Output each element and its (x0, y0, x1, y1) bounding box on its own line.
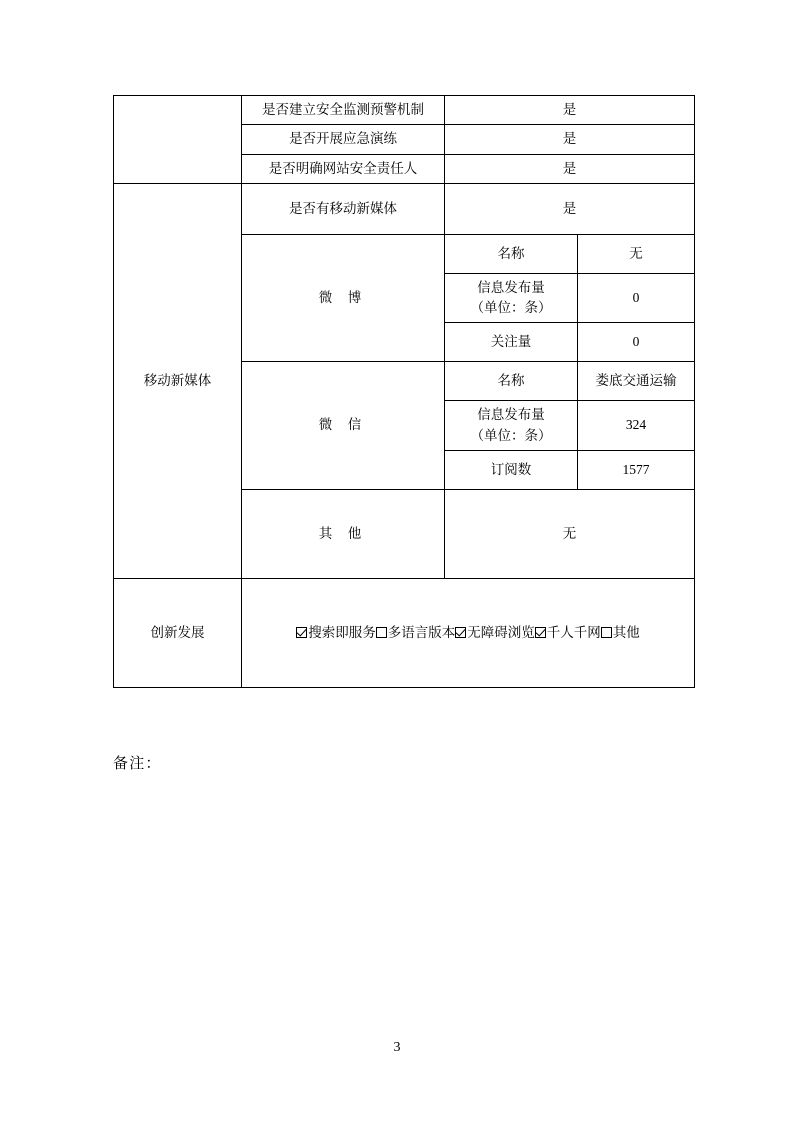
checkbox-icon[interactable] (376, 627, 387, 638)
page-number: 3 (393, 1040, 401, 1055)
remark-label: 备注： (113, 756, 162, 772)
weixin-label: 微 信 (242, 362, 445, 490)
weixin-name-value: 娄底交通运输 (578, 362, 695, 401)
innovation-option-label: 千人千网 (546, 624, 601, 640)
weibo-publish-label-line2: （单位：条） (470, 300, 552, 315)
emergency-drill-value: 是 (445, 125, 695, 154)
table-row (114, 183, 695, 234)
weixin-name-label: 名称 (445, 362, 578, 401)
innovation-options-cell (242, 578, 695, 687)
weixin-publish-label-line1: 信息发布量 (477, 407, 545, 423)
innovation-option-other[interactable] (601, 625, 640, 640)
innovation-option-multilanguage[interactable] (376, 625, 456, 640)
checkbox-icon[interactable] (601, 627, 612, 638)
weixin-publish-label (445, 401, 578, 451)
other-media-value: 无 (445, 489, 695, 578)
security-person-label: 是否明确网站安全责任人 (242, 154, 445, 183)
disclosure-report-table (113, 95, 695, 688)
weibo-publish-value: 0 (578, 273, 695, 323)
security-warning-label: 是否建立安全监测预警机制 (242, 96, 445, 125)
weixin-subscribe-value: 1577 (578, 450, 695, 489)
weixin-subscribe-label: 订阅数 (445, 450, 578, 489)
table-row (114, 578, 695, 687)
innovation-option-search-as-service[interactable] (296, 625, 376, 640)
weibo-publish-label (445, 273, 578, 323)
security-warning-value: 是 (445, 96, 695, 125)
weibo-publish-label-line1: 信息发布量 (477, 279, 545, 295)
innovation-option-label: 无障碍浏览 (467, 624, 535, 640)
weixin-publish-value: 324 (578, 401, 695, 451)
has-mobile-media-value: 是 (445, 183, 695, 234)
innovation-option-label: 其他 (612, 624, 640, 640)
empty-section-cell (114, 96, 242, 184)
innovation-option-personalized[interactable] (535, 625, 601, 640)
weibo-name-label: 名称 (445, 234, 578, 273)
innovation-option-label: 多语言版本 (387, 624, 456, 640)
innovation-checkbox-group (245, 623, 691, 643)
innovation-option-label: 搜索即服务 (308, 624, 376, 640)
weibo-name-value: 无 (578, 234, 695, 273)
innovation-label: 创新发展 (114, 578, 242, 687)
weibo-label: 微 博 (242, 234, 445, 362)
table-row (114, 96, 695, 125)
weixin-publish-label-line2: （单位：条） (470, 427, 552, 443)
mobile-media-section-header: 移动新媒体 (114, 183, 242, 578)
has-mobile-media-label: 是否有移动新媒体 (242, 183, 445, 234)
other-media-label: 其 他 (242, 489, 445, 578)
checkbox-icon[interactable] (535, 627, 546, 638)
checkbox-icon[interactable] (296, 627, 307, 638)
checkbox-icon[interactable] (455, 627, 466, 638)
emergency-drill-label: 是否开展应急演练 (242, 125, 445, 154)
weibo-follow-value: 0 (578, 323, 695, 362)
security-person-value: 是 (445, 154, 695, 183)
weibo-follow-label: 关注量 (445, 323, 578, 362)
innovation-option-accessibility[interactable] (455, 625, 535, 640)
